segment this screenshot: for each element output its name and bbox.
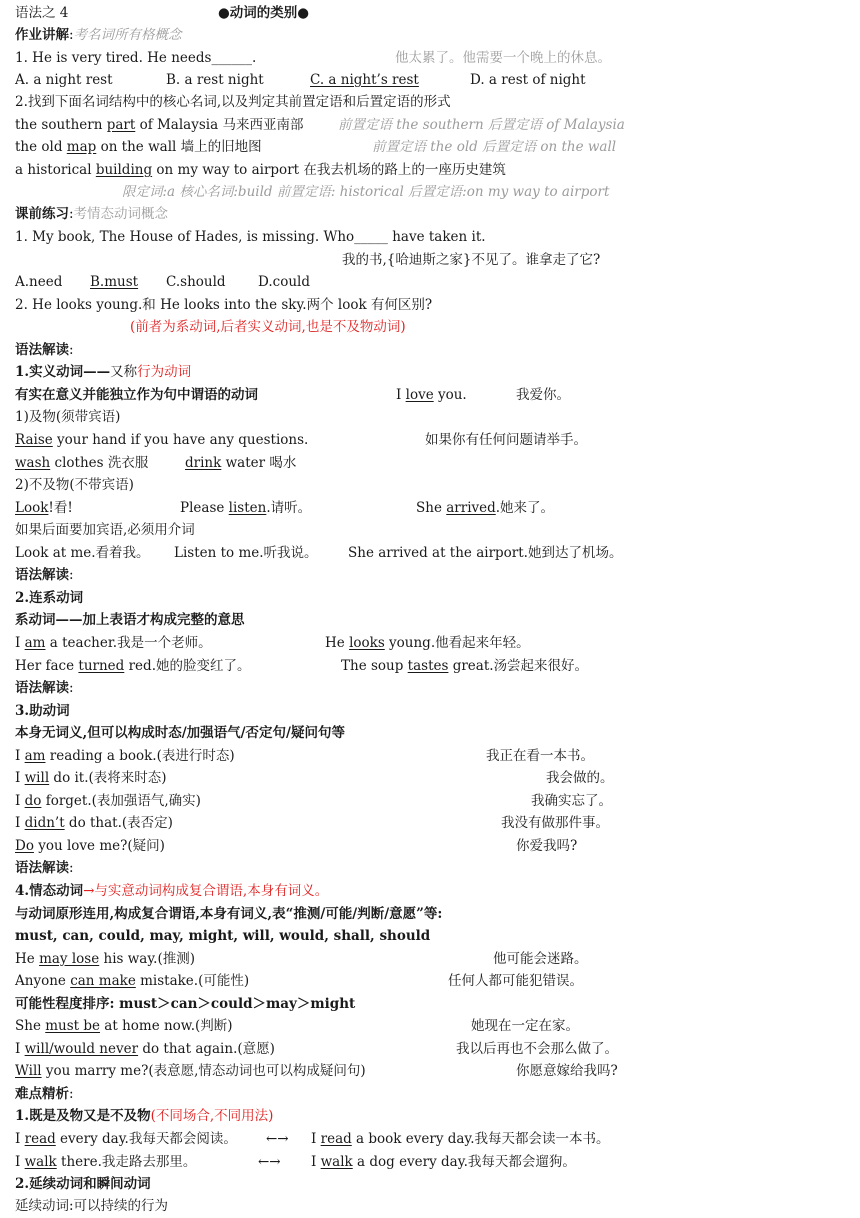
grammar-heading-2	[15, 565, 74, 587]
verb: must be	[45, 1018, 101, 1034]
rest: do that again.(意愿)	[138, 1041, 275, 1057]
verb: arrived	[446, 500, 496, 516]
double-arrow-icon: ←→	[266, 1131, 289, 1147]
ex-object: you.	[433, 387, 467, 403]
title-main: 1.既是及物又是不及物	[15, 1108, 151, 1124]
pre: I	[15, 1041, 25, 1057]
grammar-heading-1	[15, 340, 74, 362]
difficulty-1-title	[15, 1106, 273, 1128]
hw-question-1: 1. He is very tired. He needs______.	[15, 50, 257, 66]
practice-option-c: C.should	[166, 274, 226, 290]
aux-example	[15, 836, 165, 858]
look-at-example: Look at me.看着我。	[15, 545, 150, 561]
pre: I	[15, 815, 25, 831]
difficulty-colon: :	[69, 1086, 74, 1102]
modal-example-4-translation: 我以后再也不会那么做了。	[456, 1041, 618, 1057]
verb: Raise	[15, 432, 53, 448]
verb: tastes	[407, 658, 449, 674]
aux-example	[15, 813, 173, 835]
verb: will	[24, 770, 50, 786]
section-4-title	[15, 881, 328, 903]
modal-example-2	[15, 971, 249, 993]
grammar-label: 语法解读	[15, 567, 69, 583]
read-transitive-example	[311, 1129, 610, 1151]
raise-example	[15, 430, 308, 452]
hw-answer-1: 前置定语 the southern 后置定语 of Malaysia	[338, 117, 625, 133]
drink-example	[185, 453, 296, 475]
hw-option-b: B. a rest night	[166, 72, 264, 88]
aux-example	[15, 791, 201, 813]
modal-example-3	[15, 1016, 233, 1038]
homework-label: 作业讲解	[15, 27, 69, 43]
verb: am	[24, 748, 46, 764]
pre: I	[15, 748, 25, 764]
rest: water 喝水	[221, 455, 297, 471]
raise-translation: 如果你有任何问题请举手。	[425, 432, 587, 448]
verb: listen	[228, 500, 267, 516]
arrow-icon: →	[83, 883, 95, 899]
tastes-great-example	[341, 656, 588, 678]
practice-question-1-translation: 我的书,{哈迪斯之家}不见了。谁拿走了它?	[342, 252, 601, 268]
walk-transitive-example	[311, 1152, 576, 1174]
aux-example	[15, 746, 235, 768]
pre: I	[15, 635, 25, 651]
hw-option-a: A. a night rest	[15, 72, 113, 88]
title-main: 1.实义动词——	[15, 364, 111, 380]
verb: Will	[15, 1063, 42, 1079]
verb: turned	[78, 658, 125, 674]
aux-example	[15, 768, 167, 790]
aux-example-translation: 我没有做那件事。	[501, 815, 609, 831]
rest: a dog every day.我每天都会遛狗。	[352, 1154, 576, 1170]
turned-red-example	[15, 656, 250, 678]
rest: your hand if you have any questions.	[52, 432, 309, 448]
homework-colon: :	[69, 27, 74, 43]
grammar-heading-3	[15, 678, 74, 700]
phrase-pre: the old	[15, 139, 67, 155]
aux-example-translation: 我确实忘了。	[531, 793, 612, 809]
practice-question-2: 2. He looks young.和 He looks into the sky.两个 look 有何区别?	[15, 297, 433, 313]
hw-phrase-2	[15, 137, 262, 159]
verb: do	[24, 793, 42, 809]
rest: a teacher.我是一个老师。	[45, 635, 212, 651]
verb: didn’t	[24, 815, 65, 831]
section-2-title: 2.连系动词	[15, 590, 84, 606]
rest: do it.(表将来时态)	[49, 770, 167, 786]
rest: .请听。	[266, 500, 312, 516]
verb: am	[24, 635, 46, 651]
core-noun: map	[66, 139, 97, 155]
pre: Her face	[15, 658, 79, 674]
verb: walk	[320, 1154, 353, 1170]
hw-answer-3: 限定词:a 核心名词:build 前置定语: historical 后置定语:on my way to airport	[122, 184, 610, 200]
hw-answer-2: 前置定语 the old 后置定语 on the wall	[372, 139, 617, 155]
pre: I	[311, 1154, 321, 1170]
rest: red.她的脸变红了。	[124, 658, 251, 674]
core-noun: building	[95, 162, 153, 178]
grammar-label: 语法解读	[15, 342, 69, 358]
verb: drink	[185, 455, 222, 471]
practice-heading	[15, 204, 168, 226]
homework-heading	[15, 25, 182, 47]
phrase-pre: the southern	[15, 117, 107, 133]
listen-to-example: Listen to me.听我说。	[174, 545, 318, 561]
pre: Anyone	[15, 973, 71, 989]
verb: wash	[15, 455, 51, 471]
grammar-label: 语法解读	[15, 860, 69, 876]
homework-topic: 考名词所有格概念	[73, 27, 182, 43]
read-intransitive-example	[15, 1129, 237, 1151]
possibility-order: 可能性程度排序: must＞can＞could＞may＞might	[15, 996, 356, 1012]
verb: Do	[15, 838, 34, 854]
preposition-note: 如果后面要加宾语,必须用介词	[15, 522, 195, 538]
hw-phrase-1	[15, 115, 303, 137]
modal-example-5	[15, 1061, 366, 1083]
arrived-at-example: She arrived at the airport.她到达了机场。	[348, 545, 623, 561]
pre: He	[325, 635, 350, 651]
rest: great.汤尝起来很好。	[448, 658, 589, 674]
grammar-heading-4	[15, 858, 74, 880]
verb: walk	[24, 1154, 57, 1170]
title-aside: 又称	[110, 364, 138, 380]
arrived-example	[416, 498, 554, 520]
pre: I	[311, 1131, 321, 1147]
rest: clothes 洗衣服	[50, 455, 149, 471]
walk-intransitive-example	[15, 1152, 196, 1174]
ex-verb: love	[405, 387, 434, 403]
section-2-definition: 系动词——加上表语才构成完整的意思	[15, 612, 245, 628]
listen-example	[180, 498, 311, 520]
pre: I	[15, 793, 25, 809]
rest: a book every day.我每天都会读一本书。	[351, 1131, 610, 1147]
difficulty-2-title: 2.延续动词和瞬间动词	[15, 1176, 151, 1192]
rest: .她来了。	[495, 500, 555, 516]
rest: you marry me?(表意愿,情态动词也可以构成疑问句)	[41, 1063, 366, 1079]
double-arrow-icon: ←→	[258, 1154, 281, 1170]
section-4-definition: 与动词原形连用,构成复合谓语,本身有词义,表“推测/可能/判断/意愿”等:	[15, 906, 443, 922]
section-1-title	[15, 362, 191, 384]
pre: I	[15, 1154, 25, 1170]
modal-example-2-translation: 任何人都可能犯错误。	[448, 973, 583, 989]
grammar-colon: :	[69, 567, 74, 583]
difficulty-heading	[15, 1084, 74, 1106]
practice-option-b: B.must	[90, 274, 139, 290]
grammar-colon: :	[69, 342, 74, 358]
phrase-post: on the wall 墙上的旧地图	[96, 139, 262, 155]
wash-example	[15, 453, 148, 475]
rest: his way.(推测)	[99, 951, 195, 967]
rest: forget.(表加强语气,确实)	[41, 793, 201, 809]
verb: may lose	[39, 951, 100, 967]
rest: at home now.(判断)	[100, 1018, 233, 1034]
hw-option-c: C. a night’s rest	[310, 72, 419, 88]
modal-example-3-translation: 她现在一定在家。	[471, 1018, 579, 1034]
rest: there.我走路去那里。	[56, 1154, 197, 1170]
modal-list: must, can, could, may, might, will, would, shall, should	[15, 928, 431, 944]
verb: Look	[15, 500, 49, 516]
page-title: ●动词的类别●	[218, 5, 310, 21]
core-noun: part	[106, 117, 136, 133]
pre: I	[15, 1131, 25, 1147]
section-1-definition: 有实在意义并能独立作为句中谓语的动词	[15, 387, 258, 403]
section-1-example	[396, 385, 467, 407]
title-highlight: 行为动词	[137, 364, 192, 380]
practice-colon: :	[69, 206, 74, 222]
modal-example-1	[15, 949, 195, 971]
pre: She	[416, 500, 447, 516]
difficulty-label: 难点精析	[15, 1086, 69, 1102]
rest: young.他看起来年轻。	[384, 635, 530, 651]
modal-example-5-translation: 你愿意嫁给我吗?	[516, 1063, 618, 1079]
durative-verb-definition: 延续动词:可以持续的行为	[15, 1198, 169, 1214]
rest: you love me?(疑问)	[33, 838, 165, 854]
pre: He	[15, 951, 40, 967]
aux-example-translation: 你爱我吗?	[516, 838, 578, 854]
modal-example-1-translation: 他可能会迷路。	[493, 951, 588, 967]
look-example	[15, 498, 73, 520]
modal-example-4	[15, 1039, 275, 1061]
practice-answer-2: (前者为系动词,后者实义动词,也是不及物动词)	[130, 319, 406, 335]
phrase-post: of Malaysia 马来西亚南部	[135, 117, 304, 133]
section-3-title: 3.助动词	[15, 703, 70, 719]
section-1-example-translation: 我爱你。	[516, 387, 570, 403]
verb: read	[320, 1131, 352, 1147]
phrase-pre: a historical	[15, 162, 96, 178]
verb: will/would never	[24, 1041, 139, 1057]
title-highlight: 与实意动词构成复合谓语,本身有词义。	[94, 883, 329, 899]
hw-phrase-3	[15, 160, 506, 182]
am-teacher-example	[15, 633, 212, 655]
phrase-post: on my way to airport 在我去机场的路上的一座历史建筑	[152, 162, 506, 178]
aux-example-translation: 我会做的。	[546, 770, 614, 786]
practice-question-1: 1. My book, The House of Hades, is missing. Who_____ have taken it.	[15, 229, 486, 245]
ex-subject: I	[396, 387, 406, 403]
aux-example-translation: 我正在看一本书。	[486, 748, 594, 764]
hw-option-d: D. a rest of night	[470, 72, 586, 88]
practice-label: 课前练习	[15, 206, 69, 222]
title-highlight: (不同场合,不同用法)	[150, 1108, 274, 1124]
rest: every day.我每天都会阅读。	[55, 1131, 237, 1147]
verb: can make	[70, 973, 136, 989]
practice-option-a: A.need	[15, 274, 63, 290]
grammar-label: 语法解读	[15, 680, 69, 696]
pre: She	[15, 1018, 46, 1034]
pre: I	[15, 770, 25, 786]
verb: read	[24, 1131, 56, 1147]
hw-question-1-translation: 他太累了。他需要一个晚上的休息。	[395, 50, 611, 66]
practice-option-d: D.could	[258, 274, 310, 290]
section-3-definition: 本身无词义,但可以构成时态/加强语气/否定句/疑问句等	[15, 725, 345, 741]
verb: looks	[349, 635, 385, 651]
doc-label: 语法之 4	[15, 5, 69, 21]
intransitive-heading: 2)不及物(不带宾语)	[15, 477, 134, 493]
title-main: 4.情态动词	[15, 883, 84, 899]
hw-question-2: 2.找到下面名词结构中的核心名词,以及判定其前置定语和后置定语的形式	[15, 94, 451, 110]
practice-topic: 考情态动词概念	[73, 206, 169, 222]
pre: Please	[180, 500, 229, 516]
rest: !看!	[48, 500, 73, 516]
rest: mistake.(可能性)	[135, 973, 250, 989]
grammar-colon: :	[69, 860, 74, 876]
looks-young-example	[325, 633, 530, 655]
transitive-heading: 1)及物(须带宾语)	[15, 409, 121, 425]
rest: reading a book.(表进行时态)	[45, 748, 235, 764]
pre: The soup	[341, 658, 408, 674]
rest: do that.(表否定)	[64, 815, 173, 831]
grammar-colon: :	[69, 680, 74, 696]
